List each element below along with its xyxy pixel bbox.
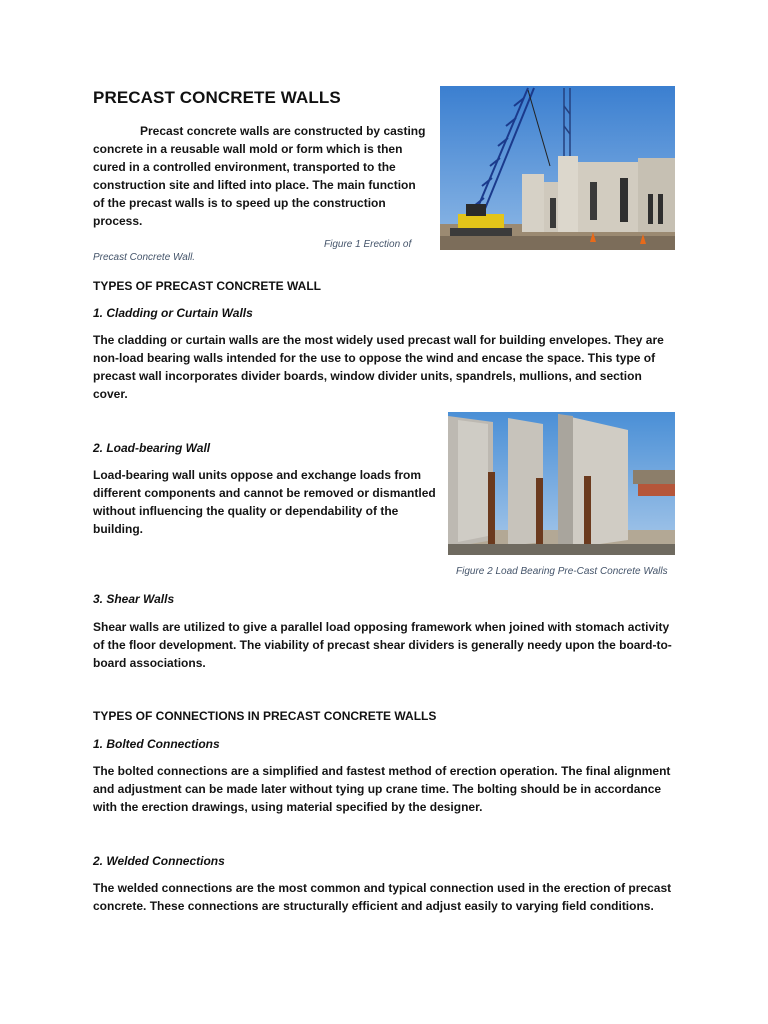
connection1-heading: 1. Bolted Connections [93,737,220,751]
figure2-image [448,412,675,555]
section-heading-connection-types: TYPES OF CONNECTIONS IN PRECAST CONCRETE WALLS [93,709,437,723]
item3-heading: 3. Shear Walls [93,592,175,606]
intro-paragraph: Precast concrete walls are constructed by casting concrete in a reusable wall mold or form which is then cured in a controlled environment, transported to the construction site and lifted into place. The main function of the precast walls is to speed up the construction process. [93,124,426,228]
item1-paragraph: The cladding or curtain walls are the most widely used precast wall for building envelopes. They are non-load bearing walls intended for the use to oppose the wind and encase the space. This type of precast wall incorporates divider boards, window divider units, spandrels, mullions, and section cover. [93,333,664,401]
figure2-caption: Figure 2 Load Bearing Pre-Cast Concrete Walls [456,566,668,577]
page-title: PRECAST CONCRETE WALLS [93,88,341,107]
figure1-caption-continued: Precast Concrete Wall. [93,252,196,263]
item2-heading: 2. Load-bearing Wall [93,441,211,455]
item1-heading: 1. Cladding or Curtain Walls [93,306,253,320]
item3-paragraph: Shear walls are utilized to give a parallel load opposing framework when joined with stomach activity of the floor development. The viability of precast shear dividers is generally needy upon the board-to-board associations. [93,620,672,670]
figure1-image [440,86,675,250]
connection2-heading: 2. Welded Connections [93,854,225,868]
section-heading-wall-types: TYPES OF PRECAST CONCRETE WALL [93,279,322,293]
item2-paragraph: Load-bearing wall units oppose and exchange loads from different components and cannot be removed or dismantled without influencing the quality or dependability of the building. [93,468,436,536]
figure1-caption: Figure 1 Erection of [324,239,412,250]
connection1-paragraph: The bolted connections are a simplified and fastest method of erection operation. The final alignment and adjustment can be made later without tying up crane time. The bolting should be in accordance with the erection drawings, using material specified by the designer. [93,764,671,814]
connection2-paragraph: The welded connections are the most common and typical connection used in the erection of precast concrete. These connections are structurally efficient and adjust easily to varying field conditions. [93,881,672,913]
